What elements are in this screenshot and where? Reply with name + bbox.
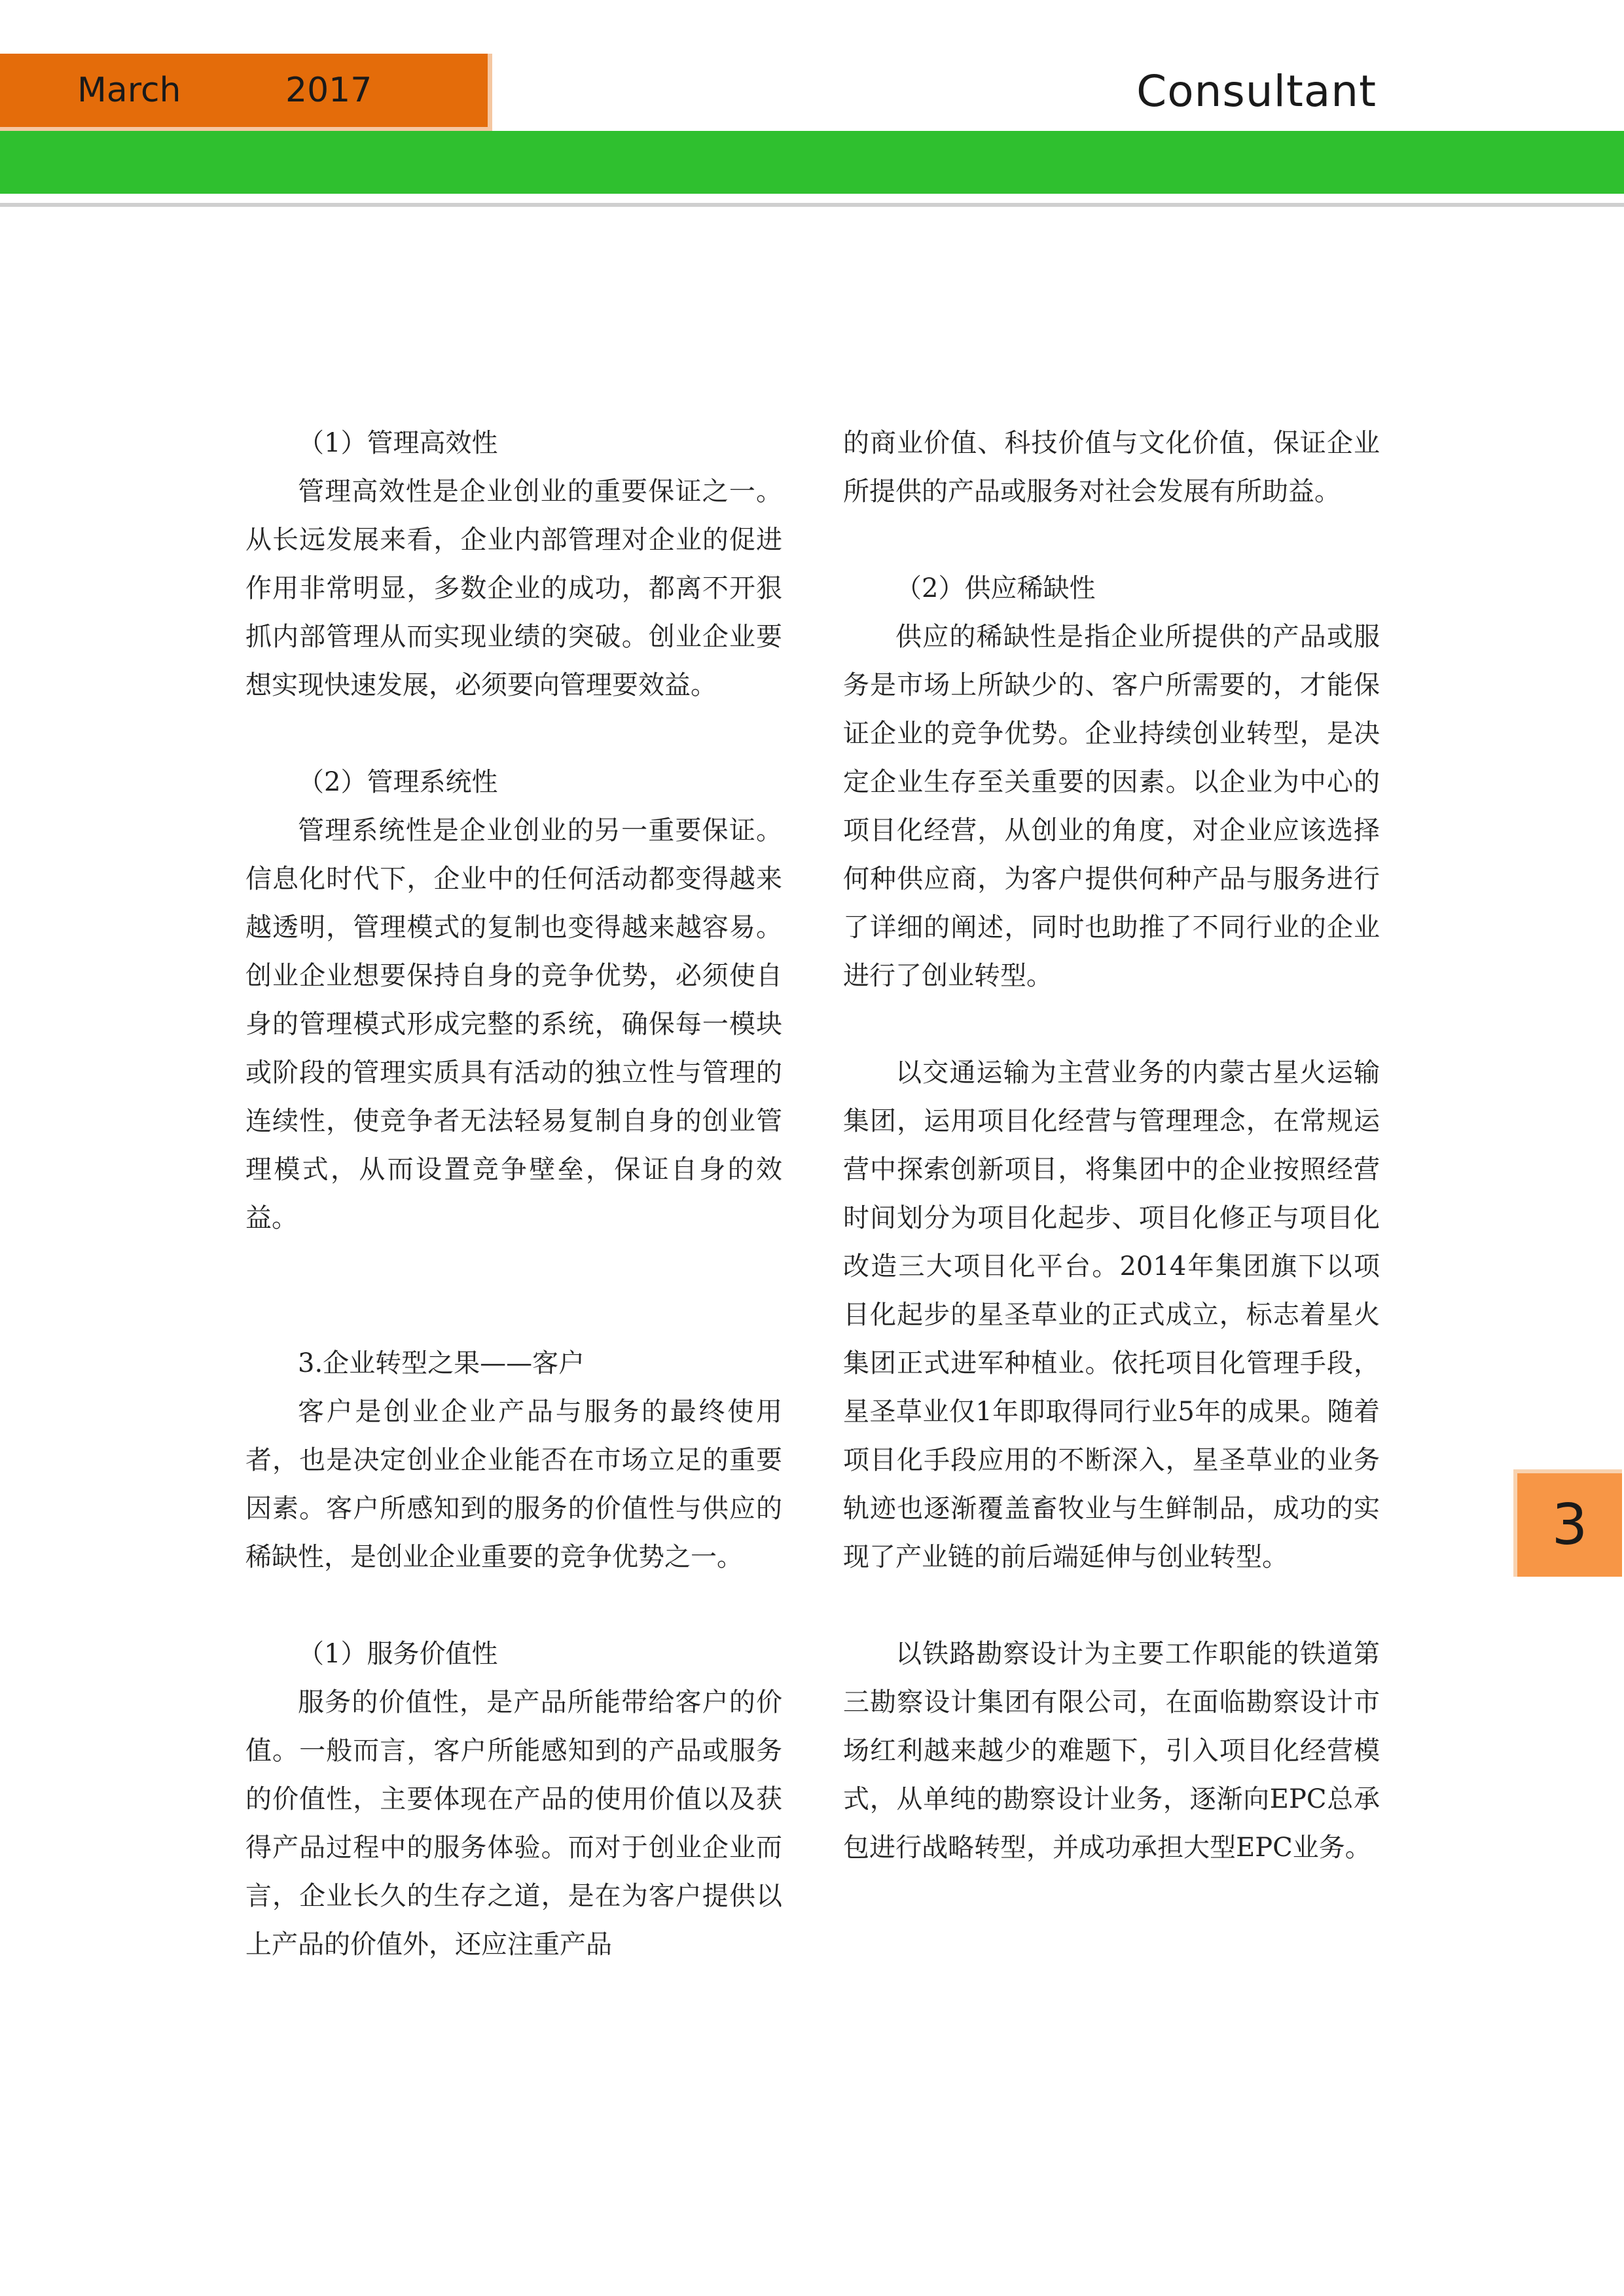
left-column bbox=[245, 419, 782, 1969]
header-date-tab bbox=[0, 54, 492, 132]
header-divider bbox=[0, 203, 1624, 207]
header-title: Consultant bbox=[1136, 66, 1377, 117]
header-green-bar bbox=[0, 131, 1624, 194]
paragraph-service-value: 服务的价值性，是产品所能带给客户的价值。一般而言，客户所能感知到的产品或服务的价值性，主要体现在产品的使用价值以及获得产品过程中的服务体验。而对于创业企业而言，企业长久的生存之道，是在为客户提供以上产品的价值外，还应注重产品 bbox=[245, 1687, 782, 1960]
section-heading-customer: 3.企业转型之果——客户 bbox=[298, 1348, 585, 1378]
paragraph-customer: 客户是创业企业产品与服务的最终使用者，也是决定创业企业能否在市场立足的重要因素。客户所感知到的服务的价值性与供应的稀缺性，是创业企业重要的竞争优势之一。 bbox=[245, 1397, 782, 1572]
header-month: March bbox=[77, 71, 181, 110]
right-column bbox=[843, 419, 1380, 1872]
header-year: 2017 bbox=[285, 71, 372, 110]
page-number-badge: 3 bbox=[1513, 1469, 1622, 1577]
paragraph-management-efficiency: 管理高效性是企业创业的重要保证之一。从长远发展来看，企业内部管理对企业的促进作用非常明显，多数企业的成功，都离不开狠抓内部管理从而实现业绩的突破。创业企业要想实现快速发展，必须要向管理要效益。 bbox=[245, 476, 782, 700]
paragraph-railway-case: 以铁路勘察设计为主要工作职能的铁道第三勘察设计集团有限公司，在面临勘察设计市场红利越来越少的难题下，引入项目化经营模式，从单纯的勘察设计业务，逐渐向EPC总承包进行战略转型，并成功承担大型EPC业务。 bbox=[843, 1639, 1380, 1863]
section-heading-supply-scarcity: （2）供应稀缺性 bbox=[895, 573, 1096, 603]
paragraph-service-value-continued: 的商业价值、科技价值与文化价值，保证企业所提供的产品或服务对社会发展有所助益。 bbox=[843, 428, 1380, 507]
paragraph-management-system: 管理系统性是企业创业的另一重要保证。信息化时代下，企业中的任何活动都变得越来越透明，管理模式的复制也变得越来越容易。创业企业想要保持自身的竞争优势，必须使自身的管理模式形成完整的系统，确保每一模块或阶段的管理实质具有活动的独立性与管理的连续性，使竞争者无法轻易复制自身的创业管理模式，从而设置竞争壁垒，保证自身的效益。 bbox=[245, 816, 782, 1233]
paragraph-xinghuo-case: 以交通运输为主营业务的内蒙古星火运输集团，运用项目化经营与管理理念，在常规运营中探索创新项目，将集团中的企业按照经营时间划分为项目化起步、项目化修正与项目化改造三大项目化平台。2014年集团旗下以项目化起步的星圣草业的正式成立，标志着星火集团正式进军种植业。依托项目化管理手段，星圣草业仅1年即取得同行业5年的成果。随着项目化手段应用的不断深入，星圣草业的业务轨迹也逐渐覆盖畜牧业与生鲜制品，成功的实现了产业链的前后端延伸与创业转型。 bbox=[843, 1058, 1380, 1572]
paragraph-supply-scarcity: 供应的稀缺性是指企业所提供的产品或服务是市场上所缺少的、客户所需要的，才能保证企业的竞争优势。企业持续创业转型，是决定企业生存至关重要的因素。以企业为中心的项目化经营，从创业的角度，对企业应该选择何种供应商，为客户提供何种产品与服务进行了详细的阐述，同时也助推了不同行业的企业进行了创业转型。 bbox=[843, 622, 1380, 991]
section-heading-management-efficiency: （1）管理高效性 bbox=[298, 428, 498, 458]
section-heading-service-value: （1）服务价值性 bbox=[298, 1639, 498, 1669]
section-heading-management-system: （2）管理系统性 bbox=[298, 767, 498, 797]
